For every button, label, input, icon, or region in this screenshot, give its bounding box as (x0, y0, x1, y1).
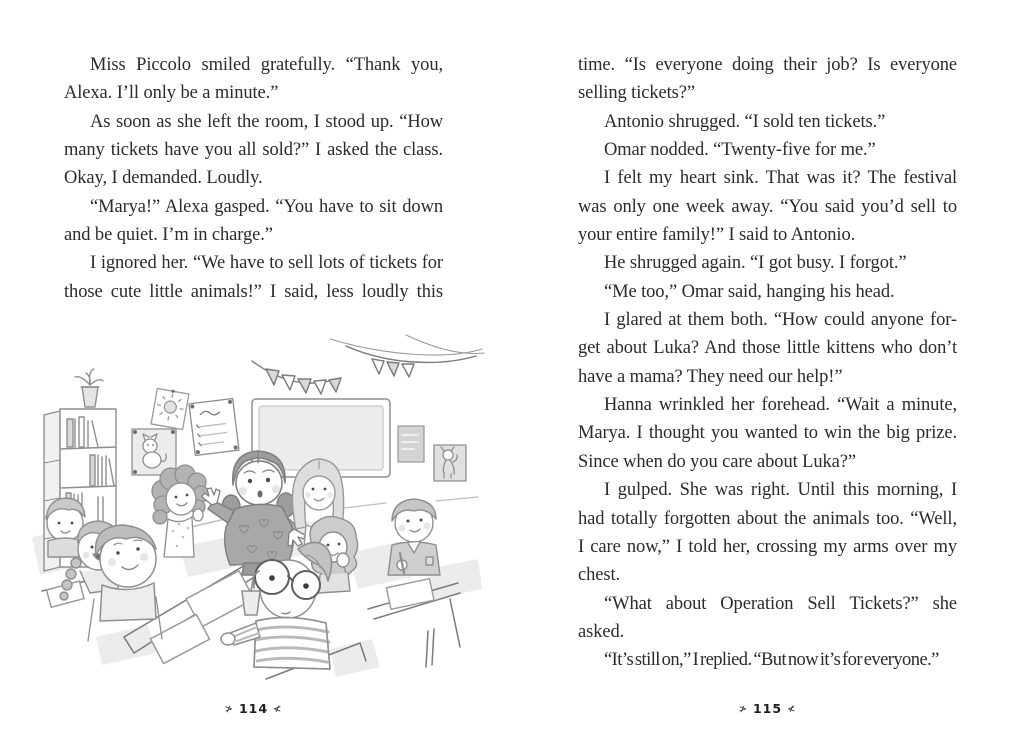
text-line: get about Luka? And those little kittens who don’t (578, 338, 957, 359)
text-line: “Marya!” Alexa gasped. “You have to sit down (90, 196, 443, 217)
text-line: Antonio shrugged. “I sold ten tickets.” (604, 111, 886, 132)
poster-sun (151, 387, 189, 430)
text-line: and be quiet. I’m in charge.” (64, 225, 273, 246)
text-line: Okay, I demanded. Loudly. (64, 168, 263, 189)
text-line: Alexa. I’ll only be a minute.” (64, 83, 279, 104)
text-line: “It’s still on,” I replied. “But now it’s for everyone.” (604, 650, 939, 671)
text-line: Hanna wrinkled her forehead. “Wait a minute, (604, 395, 957, 416)
text-line: selling tickets?” (578, 83, 695, 104)
text-line: Marya. I thought you wanted to win the big prize. (578, 423, 957, 444)
text-line: I gulped. She was right. Until this morning, I (604, 480, 957, 501)
text-line: I glared at them both. “How could anyone for- (604, 310, 957, 331)
page-ornament-left-icon: ≯ (224, 704, 234, 715)
right-page-text (578, 51, 957, 675)
classroom-illustration (30, 331, 486, 695)
text-line: As soon as she left the room, I stood up. “How (90, 111, 443, 132)
page-ornament-right-icon: ≮ (787, 704, 797, 715)
text-line: time. “Is everyone doing their job? Is everyone (578, 55, 957, 75)
page-number-value: 114 (238, 701, 269, 716)
page-number-right (578, 701, 957, 716)
text-line: I felt my heart sink. That was it? The festival (604, 168, 957, 189)
text-line: Omar nodded. “Twenty-five for me.” (604, 140, 876, 161)
wall-paper (398, 426, 424, 462)
text-line: I ignored her. “We have to sell lots of tickets for (90, 253, 443, 274)
text-line: chest. (578, 565, 621, 586)
text-line: many tickets have you all sold?” I asked the class. (64, 140, 443, 161)
text-line: Miss Piccolo smiled gratefully. “Thank you, (90, 55, 443, 75)
text-line: He shrugged again. “I got busy. I forgot.” (604, 253, 907, 274)
text-line: had totally forgotten about the animals too. “Well, (578, 508, 957, 529)
text-line: asked. (578, 621, 625, 642)
text-line: those cute little animals!” I said, less loudly this (64, 281, 443, 302)
text-line: I care now,” I told her, crossing my arms over my (578, 536, 957, 557)
student-boy-writing (386, 499, 440, 609)
bunting-garland (252, 335, 484, 394)
text-line: was only one week away. “You said you’d sell to (578, 196, 957, 217)
text-line: your entire family!” I said to Antonio. (578, 225, 856, 246)
poster-list (189, 399, 239, 456)
page-ornament-right-icon: ≮ (273, 704, 283, 715)
poster-dog (434, 445, 466, 481)
page-number-value: 115 (752, 701, 783, 716)
text-line: have a mama? They need our help!” (578, 366, 843, 387)
text-line: Since when do you care about Luka?” (578, 451, 857, 472)
text-line: “What about Operation Sell Tickets?” she (604, 593, 957, 614)
page-ornament-left-icon: ≯ (738, 704, 748, 715)
left-page-text (64, 51, 443, 306)
text-line: “Me too,” Omar said, hanging his head. (604, 281, 895, 302)
page-number-left (64, 701, 443, 716)
